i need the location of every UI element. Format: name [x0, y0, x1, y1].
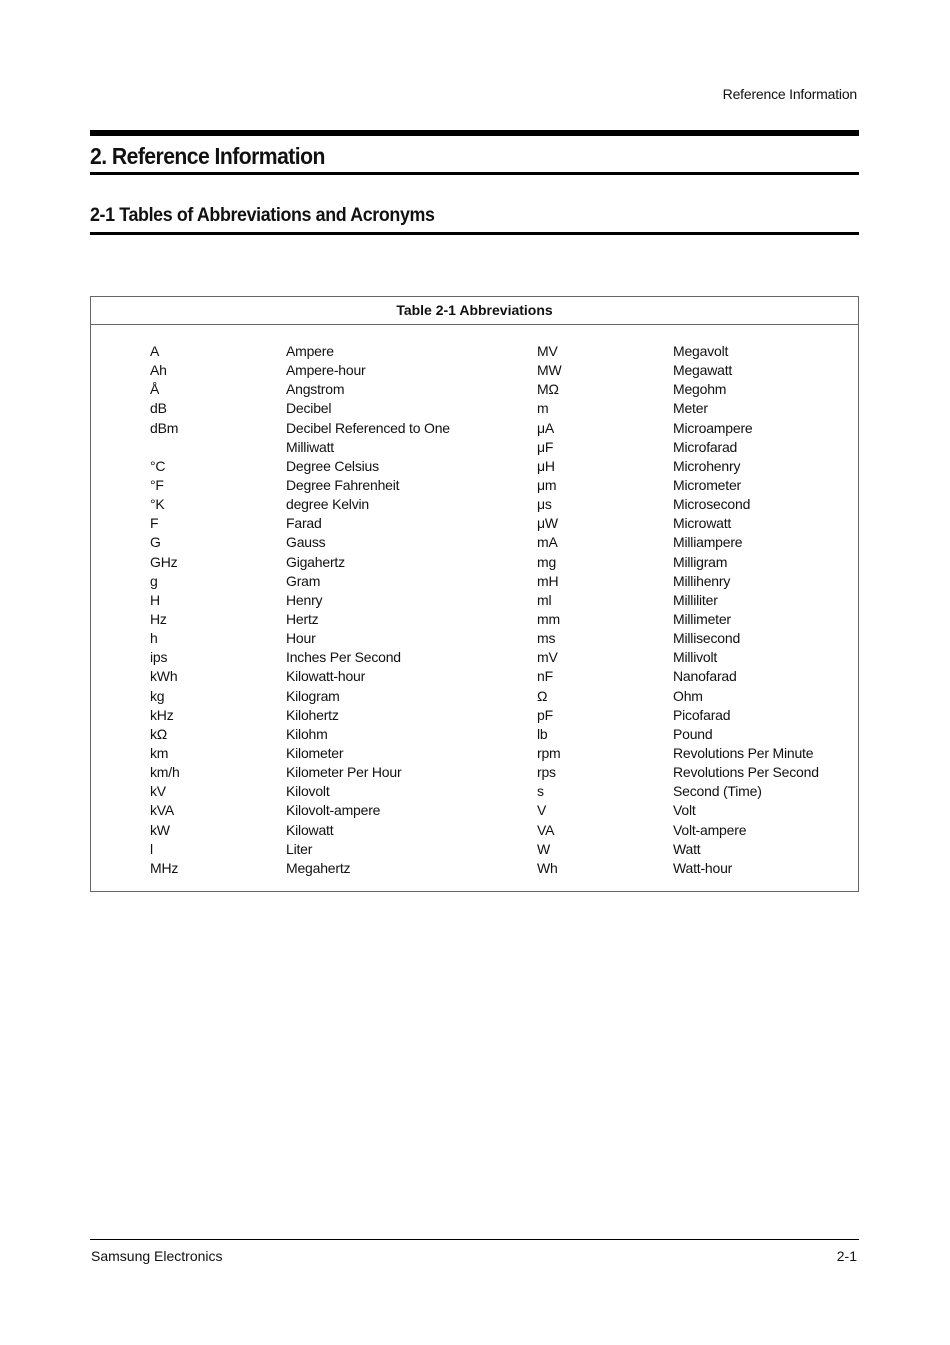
abbreviation-cell: dBm: [150, 419, 179, 436]
meaning-cell: Pound: [673, 725, 713, 742]
table-row: [91, 840, 858, 859]
abbreviation-cell: VA: [537, 821, 555, 838]
meaning-cell: Inches Per Second: [286, 649, 401, 666]
table-row: [91, 763, 858, 782]
table-row: [91, 419, 858, 438]
table-row: [91, 782, 858, 801]
meaning-cell: Microfarad: [673, 438, 738, 455]
abbreviation-cell: W: [537, 840, 551, 857]
abbreviation-cell: μs: [537, 496, 552, 513]
meaning-cell: Micrometer: [673, 476, 742, 493]
table-row: [91, 572, 858, 591]
meaning-cell: Meter: [673, 400, 708, 417]
meaning-cell: Revolutions Per Minute: [673, 744, 814, 761]
meaning-cell: Milliliter: [673, 591, 718, 608]
meaning-cell: Megohm: [673, 381, 727, 398]
abbreviation-cell: rpm: [537, 744, 561, 761]
table-row: [91, 725, 858, 744]
meaning-cell: Gauss: [286, 534, 326, 551]
table-row: [91, 342, 858, 361]
table-row: [91, 859, 858, 878]
section-rule: [90, 232, 859, 235]
meaning-cell: Decibel Referenced to One: [286, 419, 450, 436]
abbreviation-cell: V: [537, 802, 547, 819]
abbreviation-cell: Ah: [150, 362, 167, 379]
meaning-cell: Ohm: [673, 687, 703, 704]
abbreviation-cell: kWh: [150, 668, 178, 685]
meaning-cell: Milliwatt: [286, 438, 334, 455]
abbreviation-cell: nF: [537, 668, 553, 685]
abbreviation-cell: kV: [150, 783, 166, 800]
meaning-cell: Millimeter: [673, 610, 731, 627]
title-rule-top: [90, 130, 859, 136]
abbreviation-cell: ips: [150, 649, 168, 666]
abbreviation-cell: Å: [150, 381, 160, 398]
meaning-cell: Picofarad: [673, 706, 731, 723]
section-title: 2-1 Tables of Abbreviations and Acronyms: [90, 205, 435, 226]
table-row: [91, 706, 858, 725]
table-row: [91, 514, 858, 533]
meaning-cell: Farad: [286, 515, 322, 532]
abbreviation-cell: MW: [537, 362, 562, 379]
meaning-cell: Nanofarad: [673, 668, 737, 685]
abbreviation-cell: dB: [150, 400, 167, 417]
table-body: [91, 342, 858, 878]
meaning-cell: Microhenry: [673, 457, 741, 474]
abbreviation-cell: MV: [537, 343, 558, 359]
table-row: [91, 438, 858, 457]
abbreviation-cell: kW: [150, 821, 170, 838]
meaning-cell: Liter: [286, 840, 313, 857]
meaning-cell: Kilovolt-ampere: [286, 802, 381, 819]
table-row: [91, 648, 858, 667]
meaning-cell: Milliampere: [673, 534, 743, 551]
meaning-cell: Degree Celsius: [286, 457, 379, 474]
abbreviation-cell: km: [150, 744, 169, 761]
abbreviation-cell: G: [150, 534, 161, 551]
table-row: [91, 361, 858, 380]
table-caption: Table 2-1 Abbreviations: [91, 297, 858, 325]
abbreviation-cell: pF: [537, 706, 553, 723]
footer-publisher: Samsung Electronics: [91, 1248, 223, 1264]
table-row: [91, 399, 858, 418]
abbreviation-cell: l: [150, 840, 153, 857]
meaning-cell: Kilohertz: [286, 706, 339, 723]
meaning-cell: Hertz: [286, 610, 319, 627]
meaning-cell: Kilometer Per Hour: [286, 764, 402, 781]
abbreviation-cell: μA: [537, 419, 555, 436]
meaning-cell: Henry: [286, 591, 323, 608]
abbreviation-cell: Hz: [150, 610, 167, 627]
meaning-cell: Gram: [286, 572, 321, 589]
meaning-cell: Megavolt: [673, 343, 729, 359]
meaning-cell: Kilovolt: [286, 783, 330, 800]
table-row: [91, 744, 858, 763]
meaning-cell: Milligram: [673, 553, 728, 570]
abbreviation-cell: Wh: [537, 859, 558, 876]
abbreviation-cell: rps: [537, 764, 556, 781]
abbreviation-cell: μF: [537, 438, 554, 455]
abbreviation-cell: km/h: [150, 764, 180, 781]
abbreviation-cell: kHz: [150, 706, 174, 723]
table-row: [91, 667, 858, 686]
abbreviation-cell: μH: [537, 457, 555, 474]
meaning-cell: Microampere: [673, 419, 753, 436]
abbreviations-table: [90, 296, 859, 892]
chapter-title: 2. Reference Information: [90, 143, 325, 169]
meaning-cell: Gigahertz: [286, 553, 345, 570]
abbreviation-cell: GHz: [150, 553, 178, 570]
abbreviation-cell: g: [150, 572, 158, 589]
abbreviation-cell: MHz: [150, 859, 179, 876]
abbreviation-cell: mH: [537, 572, 559, 589]
table-row: [91, 553, 858, 572]
title-rule-bottom: [90, 172, 859, 175]
table-row: [91, 495, 858, 514]
meaning-cell: Megahertz: [286, 859, 351, 876]
meaning-cell: Ampere-hour: [286, 362, 366, 379]
abbreviation-cell: mA: [537, 534, 558, 551]
abbreviation-cell: kg: [150, 687, 165, 704]
meaning-cell: Millihenry: [673, 572, 731, 589]
abbreviation-cell: kVA: [150, 802, 175, 819]
abbreviation-cell: μm: [537, 476, 557, 493]
meaning-cell: Second (Time): [673, 783, 762, 800]
abbreviation-cell: mg: [537, 553, 557, 570]
abbreviation-cell: °F: [150, 476, 164, 493]
table-row: [91, 591, 858, 610]
abbreviation-cell: mV: [537, 649, 558, 666]
meaning-cell: Revolutions Per Second: [673, 764, 819, 781]
abbreviation-cell: lb: [537, 725, 548, 742]
abbreviation-cell: ml: [537, 591, 552, 608]
meaning-cell: Volt: [673, 802, 696, 819]
meaning-cell: Degree Fahrenheit: [286, 476, 400, 493]
abbreviation-cell: MΩ: [537, 381, 559, 398]
meaning-cell: Millivolt: [673, 649, 718, 666]
abbreviation-cell: °C: [150, 457, 166, 474]
meaning-cell: Kilometer: [286, 744, 344, 761]
meaning-cell: Microwatt: [673, 515, 732, 532]
table-row: [91, 476, 858, 495]
meaning-cell: Megawatt: [673, 362, 733, 379]
abbreviation-cell: ms: [537, 630, 556, 647]
meaning-cell: degree Kelvin: [286, 496, 370, 513]
meaning-cell: Watt-hour: [673, 859, 733, 876]
meaning-cell: Watt: [673, 840, 701, 857]
meaning-cell: Kilohm: [286, 725, 328, 742]
abbreviation-cell: F: [150, 515, 159, 532]
abbreviation-cell: s: [537, 783, 544, 800]
table-row: [91, 533, 858, 552]
abbreviation-cell: H: [150, 591, 160, 608]
abbreviation-cell: μW: [537, 515, 558, 532]
table-row: [91, 801, 858, 820]
abbreviation-cell: Ω: [537, 687, 548, 704]
footer-rule: [90, 1239, 859, 1240]
table-row: [91, 457, 858, 476]
abbreviation-cell: °K: [150, 496, 165, 513]
meaning-cell: Volt-ampere: [673, 821, 747, 838]
meaning-cell: Millisecond: [673, 630, 741, 647]
table-row: [91, 610, 858, 629]
meaning-cell: Decibel: [286, 400, 332, 417]
meaning-cell: Angstrom: [286, 381, 345, 398]
table-row: [91, 821, 858, 840]
meaning-cell: Ampere: [286, 343, 334, 359]
page-number: 2-1: [836, 1248, 857, 1264]
meaning-cell: Microsecond: [673, 496, 751, 513]
running-header: Reference Information: [722, 86, 857, 102]
table-row: [91, 629, 858, 648]
table-row: [91, 687, 858, 706]
abbreviation-cell: kΩ: [150, 725, 168, 742]
abbreviation-cell: mm: [537, 610, 560, 627]
meaning-cell: Hour: [286, 630, 316, 647]
abbreviation-cell: h: [150, 630, 158, 647]
table-row: [91, 380, 858, 399]
abbreviation-cell: m: [537, 400, 549, 417]
abbreviation-cell: A: [150, 343, 160, 359]
meaning-cell: Kilogram: [286, 687, 340, 704]
meaning-cell: Kilowatt-hour: [286, 668, 366, 685]
meaning-cell: Kilowatt: [286, 821, 334, 838]
